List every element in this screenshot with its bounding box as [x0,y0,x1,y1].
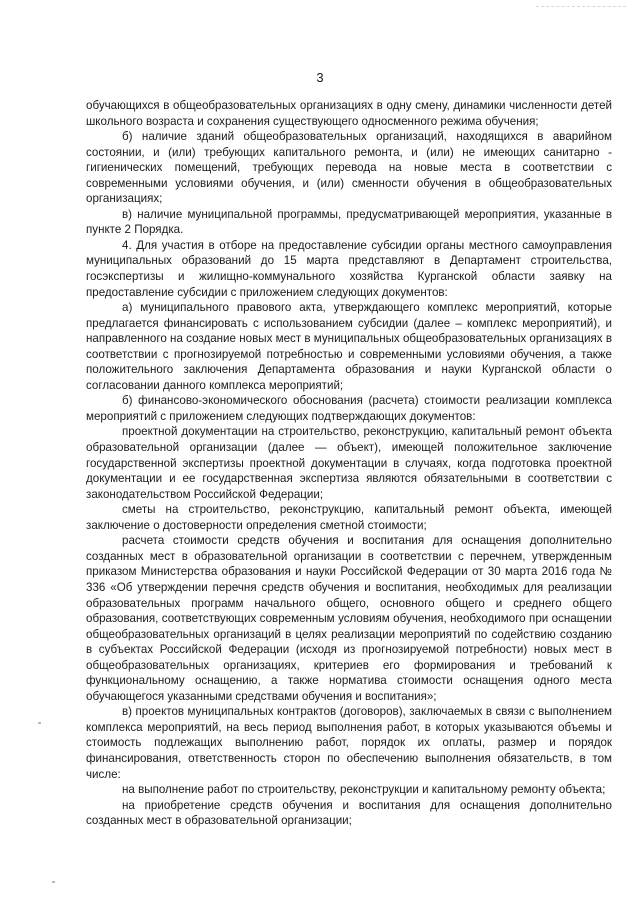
paragraph: на выполнение работ по строительству, реконструкции и капитальному ремонту объекта; [122,783,606,797]
paragraph: на приобретение средств обучения и воспитания для оснащения дополнительно созданных мест в образовательной организации; [86,798,612,828]
paragraph: б) наличие зданий общеобразовательных организаций, находящихся в аварийном состоянии, и (или) требующих капитального ремонта, и (или) не имеющих санитарно - гигиенических помещений, требующих перевода на новые места в соответствии с современными условиями обучения, и (или) сменности обучения в общеобразовательных организациях; [86,130,612,206]
paragraph: обучающихся в общеобразовательных организациях в одну смену, динамики численности детей школьного возраста и сохранения существующего односменного режима обучения; [86,99,612,128]
paragraph: а) муниципального правового акта, утверждающего комплекс мероприятий, которые предлагается финансировать с использованием субсидии (далее – комплекс мероприятий), и направленного на создание новых мест в муниципальных общеобразовательных организациях в соответствии с прогнозируемой потребностью и современными условиями обучения, а также положительного заключения Департамента образования и науки Курганской области о согласовании данного комплекса мероприятий; [86,301,612,392]
scan-speck [52,881,55,883]
paragraph: б) финансово-экономического обоснования (расчета) стоимости реализации комплекса мероприятий с приложением следующих подтверждающих документов: [86,394,612,423]
paragraph: сметы на строительство, реконструкцию, капитальный ремонт объекта, имеющей заключение о достоверности определения сметной стоимости; [86,503,612,532]
paragraph: 4. Для участия в отборе на предоставление субсидии органы местного самоуправления муниципальных образований до 15 марта представляют в Департамент строительства, госэкспертизы и жилищно-коммунального хозяйства Курганской области заявку на предоставление субсидии с приложением следующих документов: [86,238,612,299]
paragraph: проектной документации на строительство, реконструкцию, капитальный ремонт объекта образовательной организации (далее — объект), имеющей положительное заключение государственной экспертизы проектной документации в случаях, когда подготовка проектной документации и ее государственная экспертиза являются обязательными в соответствии с законодательством Российской Федерации; [86,425,612,501]
page-number: 3 [316,70,324,85]
paragraph: расчета стоимости средств обучения и воспитания для оснащения дополнительно созданных мест в образовательной организации в соответствии с перечнем, утвержденным приказом Министерства образования и науки Российской Федерации от 30 марта 2016 года № 336 «Об утверждении перечня средств обучения и воспитания, необходимых для реализации образовательных программ начального общего, основного общего и среднего общего образования, соответствующих современным условиям обучения, необходимого при оснащении общеобразовательных организаций в целях реализации мероприятий по содействию созданию в субъектах Российской Федерации (исходя из прогнозируемой потребности) новых мест в общеобразовательных организациях, критериев его формирования и требований к функциональному оснащению, а также норматива стоимости оснащения одного места обучающегося указанными средствами обучения и воспитания»; [86,534,612,703]
scan-speck [38,722,41,724]
paragraph: в) проектов муниципальных контрактов (договоров), заключаемых в связи с выполнением комплекса мероприятий, на весь период выполнения работ, в которых указываются объемы и стоимость подлежащих выполнению работ, порядок их оплаты, размер и порядок финансирования, ответственность сторон по обеспечению выполнения обязательств, в том числе: [86,705,612,781]
paragraph: в) наличие муниципальной программы, предусматривающей мероприятия, указанные в пункте 2 Порядка. [86,207,612,237]
document-body [86,98,612,829]
scan-artifact [536,6,626,11]
